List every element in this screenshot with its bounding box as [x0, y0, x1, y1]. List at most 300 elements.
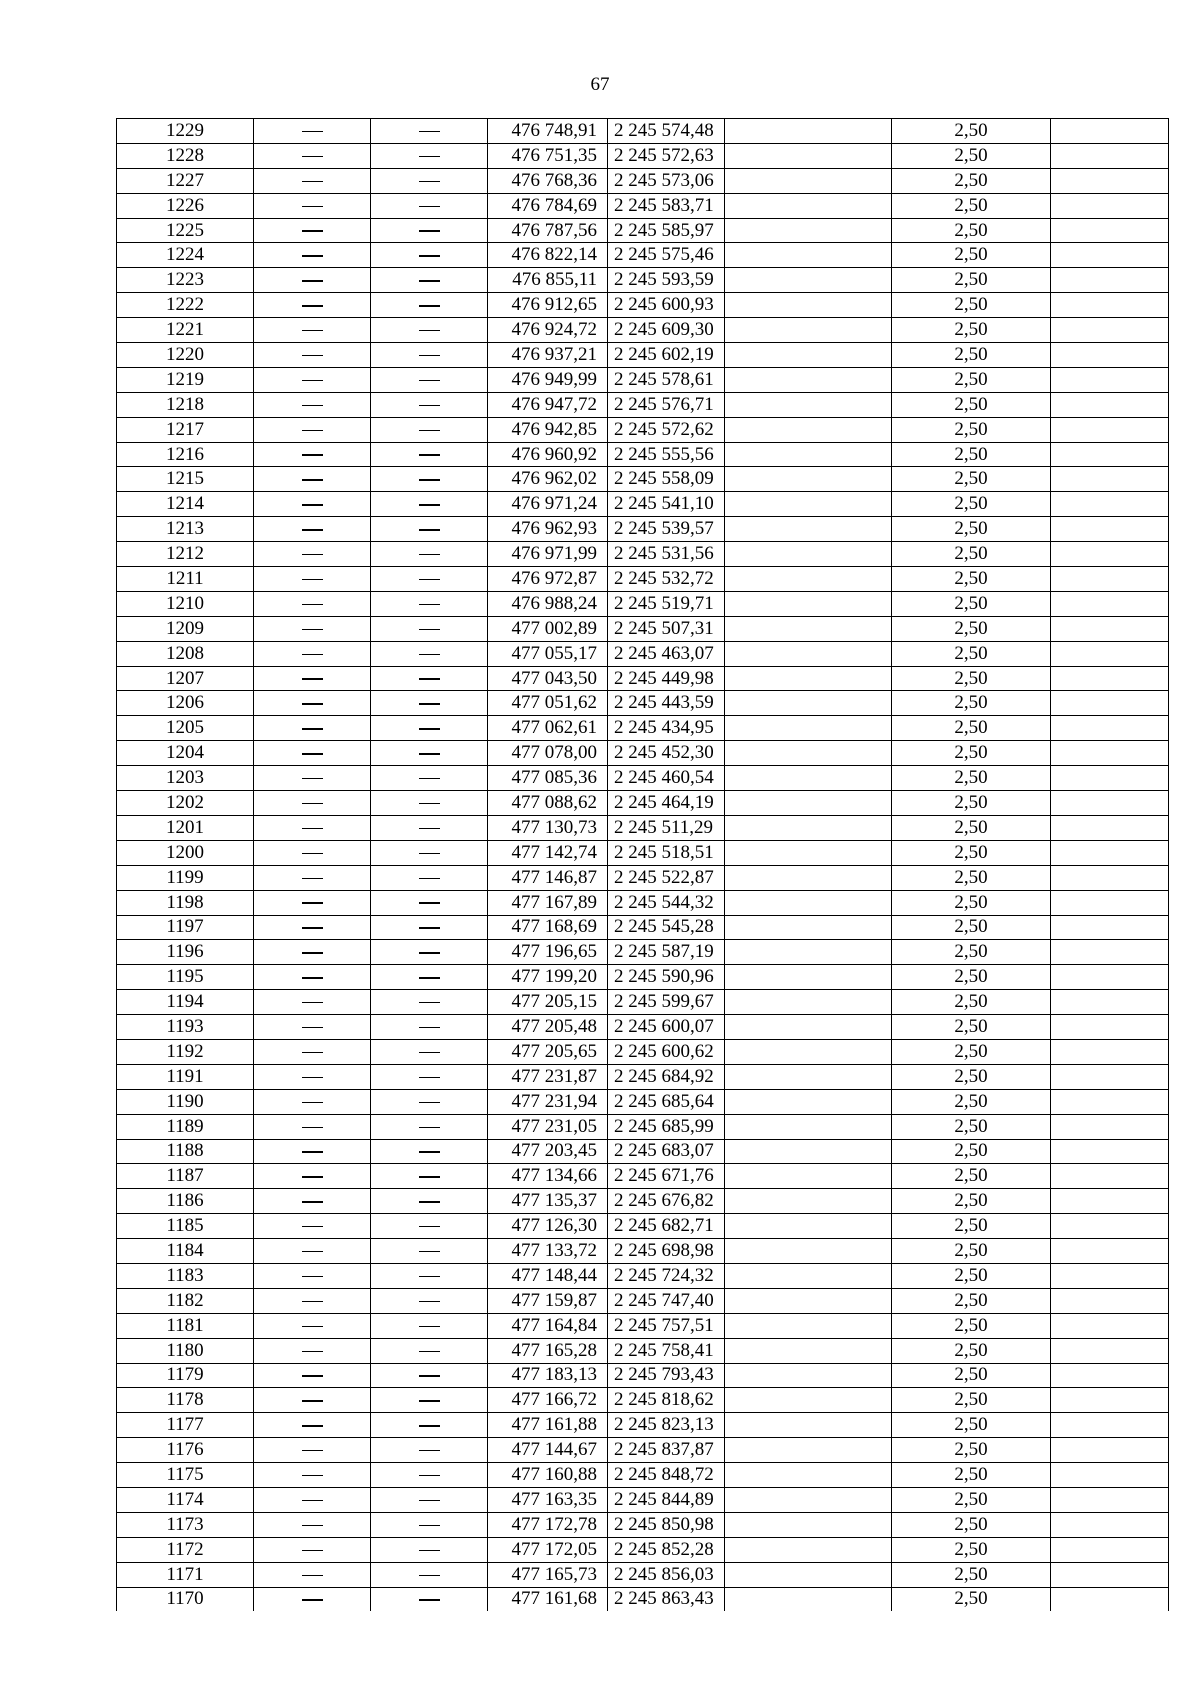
accuracy-value-cell: 2,50	[892, 1537, 1051, 1562]
point-number-cell: 1182	[117, 1288, 254, 1313]
point-number-cell: 1227	[117, 168, 254, 193]
dash-cell	[254, 1214, 371, 1239]
table-row	[117, 268, 1169, 293]
dash-mark	[419, 1002, 440, 1003]
dash-cell	[371, 442, 488, 467]
dash-mark	[302, 778, 323, 779]
dash-mark	[419, 1525, 440, 1526]
empty-cell	[725, 1388, 892, 1413]
dash-cell	[371, 791, 488, 816]
dash-cell	[254, 1239, 371, 1264]
accuracy-value-cell: 2,50	[892, 691, 1051, 716]
table-row	[117, 119, 1169, 144]
y-coordinate-cell: 2 245 531,56	[608, 542, 725, 567]
point-number-cell: 1217	[117, 417, 254, 442]
x-coordinate-cell: 477 144,67	[488, 1438, 608, 1463]
empty-cell	[1051, 1015, 1169, 1040]
dash-cell	[371, 1064, 488, 1089]
point-number-cell: 1216	[117, 442, 254, 467]
empty-cell	[725, 940, 892, 965]
dash-cell	[254, 243, 371, 268]
dash-cell	[371, 1139, 488, 1164]
y-coordinate-cell: 2 245 443,59	[608, 691, 725, 716]
dash-cell	[254, 392, 371, 417]
dash-mark	[419, 977, 440, 978]
x-coordinate-cell: 476 947,72	[488, 392, 608, 417]
table-row	[117, 791, 1169, 816]
point-number-cell: 1186	[117, 1189, 254, 1214]
table-row	[117, 1139, 1169, 1164]
dash-mark	[302, 479, 323, 480]
dash-mark	[419, 230, 440, 231]
empty-cell	[725, 119, 892, 144]
dash-mark	[419, 1326, 440, 1327]
x-coordinate-cell: 477 183,13	[488, 1363, 608, 1388]
dash-cell	[254, 143, 371, 168]
dash-cell	[254, 1288, 371, 1313]
empty-cell	[725, 1263, 892, 1288]
empty-cell	[725, 343, 892, 368]
accuracy-value-cell: 2,50	[892, 915, 1051, 940]
x-coordinate-cell: 477 205,65	[488, 1039, 608, 1064]
dash-mark	[419, 878, 440, 879]
x-coordinate-cell: 477 165,73	[488, 1562, 608, 1587]
point-number-cell: 1218	[117, 392, 254, 417]
dash-cell	[254, 865, 371, 890]
table-row	[117, 1064, 1169, 1089]
dash-cell	[371, 343, 488, 368]
table-row	[117, 990, 1169, 1015]
table-row	[117, 143, 1169, 168]
accuracy-value-cell: 2,50	[892, 143, 1051, 168]
dash-cell	[254, 840, 371, 865]
empty-cell	[1051, 641, 1169, 666]
dash-mark	[302, 1251, 323, 1252]
dash-cell	[371, 1438, 488, 1463]
accuracy-value-cell: 2,50	[892, 1463, 1051, 1488]
dash-cell	[371, 990, 488, 1015]
y-coordinate-cell: 2 245 460,54	[608, 766, 725, 791]
y-coordinate-cell: 2 245 574,48	[608, 119, 725, 144]
point-number-cell: 1191	[117, 1064, 254, 1089]
dash-mark	[419, 803, 440, 804]
point-number-cell: 1207	[117, 666, 254, 691]
empty-cell	[725, 741, 892, 766]
empty-cell	[725, 965, 892, 990]
accuracy-value-cell: 2,50	[892, 119, 1051, 144]
y-coordinate-cell: 2 245 544,32	[608, 890, 725, 915]
empty-cell	[725, 815, 892, 840]
empty-cell	[1051, 293, 1169, 318]
table-row	[117, 367, 1169, 392]
point-number-cell: 1178	[117, 1388, 254, 1413]
dash-mark	[419, 255, 440, 256]
x-coordinate-cell: 477 161,68	[488, 1587, 608, 1611]
accuracy-value-cell: 2,50	[892, 1562, 1051, 1587]
dash-mark	[302, 828, 323, 829]
dash-cell	[371, 915, 488, 940]
y-coordinate-cell: 2 245 507,31	[608, 616, 725, 641]
accuracy-value-cell: 2,50	[892, 990, 1051, 1015]
dash-cell	[371, 467, 488, 492]
dash-cell	[371, 666, 488, 691]
accuracy-value-cell: 2,50	[892, 1239, 1051, 1264]
empty-cell	[725, 766, 892, 791]
point-number-cell: 1222	[117, 293, 254, 318]
y-coordinate-cell: 2 245 683,07	[608, 1139, 725, 1164]
dash-mark	[419, 305, 440, 306]
table-row	[117, 567, 1169, 592]
x-coordinate-cell: 477 168,69	[488, 915, 608, 940]
dash-cell	[254, 1438, 371, 1463]
accuracy-value-cell: 2,50	[892, 542, 1051, 567]
dash-mark	[419, 206, 440, 207]
table-row	[117, 492, 1169, 517]
dash-cell	[254, 741, 371, 766]
table-row	[117, 1363, 1169, 1388]
empty-cell	[725, 1562, 892, 1587]
table-row	[117, 940, 1169, 965]
table-row	[117, 865, 1169, 890]
dash-mark	[302, 1425, 323, 1426]
y-coordinate-cell: 2 245 539,57	[608, 517, 725, 542]
accuracy-value-cell: 2,50	[892, 1487, 1051, 1512]
accuracy-value-cell: 2,50	[892, 218, 1051, 243]
dash-cell	[371, 1288, 488, 1313]
point-number-cell: 1172	[117, 1537, 254, 1562]
empty-cell	[1051, 442, 1169, 467]
dash-mark	[302, 1475, 323, 1476]
empty-cell	[725, 467, 892, 492]
coordinates-table	[116, 118, 1169, 1611]
empty-cell	[725, 990, 892, 1015]
x-coordinate-cell: 477 051,62	[488, 691, 608, 716]
empty-cell	[725, 392, 892, 417]
x-coordinate-cell: 477 161,88	[488, 1413, 608, 1438]
empty-cell	[1051, 343, 1169, 368]
point-number-cell: 1177	[117, 1413, 254, 1438]
accuracy-value-cell: 2,50	[892, 641, 1051, 666]
x-coordinate-cell: 477 196,65	[488, 940, 608, 965]
dash-cell	[254, 1338, 371, 1363]
table-row	[117, 915, 1169, 940]
dash-cell	[371, 1214, 488, 1239]
table-row	[117, 1313, 1169, 1338]
y-coordinate-cell: 2 245 558,09	[608, 467, 725, 492]
table-row	[117, 591, 1169, 616]
accuracy-value-cell: 2,50	[892, 243, 1051, 268]
dash-cell	[254, 641, 371, 666]
y-coordinate-cell: 2 245 600,93	[608, 293, 725, 318]
empty-cell	[725, 1239, 892, 1264]
point-number-cell: 1193	[117, 1015, 254, 1040]
dash-mark	[302, 554, 323, 555]
point-number-cell: 1195	[117, 965, 254, 990]
y-coordinate-cell: 2 245 464,19	[608, 791, 725, 816]
dash-cell	[371, 1039, 488, 1064]
point-number-cell: 1199	[117, 865, 254, 890]
dash-cell	[254, 293, 371, 318]
accuracy-value-cell: 2,50	[892, 492, 1051, 517]
empty-cell	[1051, 1487, 1169, 1512]
dash-mark	[302, 728, 323, 729]
point-number-cell: 1179	[117, 1363, 254, 1388]
point-number-cell: 1180	[117, 1338, 254, 1363]
dash-mark	[419, 330, 440, 331]
empty-cell	[1051, 1039, 1169, 1064]
dash-mark	[419, 479, 440, 480]
accuracy-value-cell: 2,50	[892, 1139, 1051, 1164]
y-coordinate-cell: 2 245 844,89	[608, 1487, 725, 1512]
empty-cell	[1051, 1363, 1169, 1388]
point-number-cell: 1221	[117, 318, 254, 343]
dash-cell	[371, 616, 488, 641]
dash-mark	[419, 902, 440, 903]
dash-mark	[302, 430, 323, 431]
x-coordinate-cell: 477 205,15	[488, 990, 608, 1015]
empty-cell	[1051, 990, 1169, 1015]
x-coordinate-cell: 477 142,74	[488, 840, 608, 865]
dash-cell	[254, 1139, 371, 1164]
dash-mark	[302, 878, 323, 879]
accuracy-value-cell: 2,50	[892, 1263, 1051, 1288]
dash-cell	[254, 1039, 371, 1064]
point-number-cell: 1190	[117, 1089, 254, 1114]
table-row	[117, 691, 1169, 716]
point-number-cell: 1198	[117, 890, 254, 915]
dash-mark	[302, 1027, 323, 1028]
point-number-cell: 1214	[117, 492, 254, 517]
table-row	[117, 218, 1169, 243]
dash-cell	[371, 1189, 488, 1214]
dash-mark	[302, 1102, 323, 1103]
empty-cell	[1051, 1438, 1169, 1463]
point-number-cell: 1185	[117, 1214, 254, 1239]
x-coordinate-cell: 477 088,62	[488, 791, 608, 816]
y-coordinate-cell: 2 245 682,71	[608, 1214, 725, 1239]
x-coordinate-cell: 477 135,37	[488, 1189, 608, 1214]
dash-cell	[254, 417, 371, 442]
dash-mark	[419, 1226, 440, 1227]
x-coordinate-cell: 476 924,72	[488, 318, 608, 343]
point-number-cell: 1213	[117, 517, 254, 542]
dash-mark	[302, 1525, 323, 1526]
dash-cell	[254, 965, 371, 990]
point-number-cell: 1206	[117, 691, 254, 716]
empty-cell	[725, 1438, 892, 1463]
dash-cell	[371, 1363, 488, 1388]
empty-cell	[725, 915, 892, 940]
y-coordinate-cell: 2 245 587,19	[608, 940, 725, 965]
empty-cell	[725, 1214, 892, 1239]
dash-cell	[371, 1562, 488, 1587]
dash-mark	[302, 1052, 323, 1053]
dash-cell	[371, 218, 488, 243]
dash-mark	[302, 454, 323, 455]
accuracy-value-cell: 2,50	[892, 815, 1051, 840]
dash-cell	[254, 193, 371, 218]
dash-cell	[371, 542, 488, 567]
accuracy-value-cell: 2,50	[892, 168, 1051, 193]
table-row	[117, 1562, 1169, 1587]
y-coordinate-cell: 2 245 747,40	[608, 1288, 725, 1313]
dash-mark	[419, 454, 440, 455]
dash-mark	[419, 1251, 440, 1252]
empty-cell	[1051, 815, 1169, 840]
y-coordinate-cell: 2 245 600,62	[608, 1039, 725, 1064]
accuracy-value-cell: 2,50	[892, 1214, 1051, 1239]
accuracy-value-cell: 2,50	[892, 318, 1051, 343]
accuracy-value-cell: 2,50	[892, 343, 1051, 368]
dash-cell	[254, 1313, 371, 1338]
x-coordinate-cell: 476 937,21	[488, 343, 608, 368]
table-row	[117, 1438, 1169, 1463]
dash-cell	[371, 243, 488, 268]
point-number-cell: 1208	[117, 641, 254, 666]
point-number-cell: 1210	[117, 591, 254, 616]
empty-cell	[725, 442, 892, 467]
empty-cell	[725, 1487, 892, 1512]
dash-mark	[302, 1450, 323, 1451]
dash-cell	[371, 1239, 488, 1264]
dash-mark	[302, 1326, 323, 1327]
dash-cell	[254, 1263, 371, 1288]
empty-cell	[725, 840, 892, 865]
y-coordinate-cell: 2 245 555,56	[608, 442, 725, 467]
dash-mark	[302, 206, 323, 207]
empty-cell	[725, 218, 892, 243]
y-coordinate-cell: 2 245 602,19	[608, 343, 725, 368]
table-row	[117, 890, 1169, 915]
x-coordinate-cell: 477 159,87	[488, 1288, 608, 1313]
dash-mark	[302, 977, 323, 978]
table-row	[117, 1089, 1169, 1114]
empty-cell	[1051, 168, 1169, 193]
table-row	[117, 1487, 1169, 1512]
empty-cell	[1051, 143, 1169, 168]
dash-cell	[254, 1413, 371, 1438]
dash-mark	[302, 380, 323, 381]
empty-cell	[725, 666, 892, 691]
empty-cell	[725, 1313, 892, 1338]
table-row	[117, 542, 1169, 567]
accuracy-value-cell: 2,50	[892, 965, 1051, 990]
accuracy-value-cell: 2,50	[892, 567, 1051, 592]
dash-cell	[371, 1164, 488, 1189]
y-coordinate-cell: 2 245 698,98	[608, 1239, 725, 1264]
accuracy-value-cell: 2,50	[892, 666, 1051, 691]
point-number-cell: 1229	[117, 119, 254, 144]
x-coordinate-cell: 476 962,93	[488, 517, 608, 542]
dash-cell	[371, 691, 488, 716]
dash-mark	[302, 1176, 323, 1177]
empty-cell	[1051, 741, 1169, 766]
table-row	[117, 243, 1169, 268]
y-coordinate-cell: 2 245 545,28	[608, 915, 725, 940]
empty-cell	[1051, 417, 1169, 442]
x-coordinate-cell: 476 960,92	[488, 442, 608, 467]
empty-cell	[1051, 1164, 1169, 1189]
empty-cell	[1051, 1313, 1169, 1338]
dash-cell	[371, 940, 488, 965]
accuracy-value-cell: 2,50	[892, 1388, 1051, 1413]
dash-cell	[371, 193, 488, 218]
dash-mark	[419, 1550, 440, 1551]
table-row	[117, 1512, 1169, 1537]
empty-cell	[725, 417, 892, 442]
dash-cell	[371, 1587, 488, 1611]
dash-cell	[254, 1587, 371, 1611]
table-row	[117, 442, 1169, 467]
x-coordinate-cell: 477 231,94	[488, 1089, 608, 1114]
table-row	[117, 1338, 1169, 1363]
accuracy-value-cell: 2,50	[892, 467, 1051, 492]
y-coordinate-cell: 2 245 585,97	[608, 218, 725, 243]
table-row	[117, 1164, 1169, 1189]
dash-mark	[419, 1500, 440, 1501]
dash-cell	[254, 1363, 371, 1388]
dash-cell	[371, 641, 488, 666]
dash-mark	[302, 1002, 323, 1003]
point-number-cell: 1174	[117, 1487, 254, 1512]
empty-cell	[1051, 1562, 1169, 1587]
accuracy-value-cell: 2,50	[892, 1313, 1051, 1338]
table-row	[117, 666, 1169, 691]
dash-cell	[254, 766, 371, 791]
dash-cell	[254, 1189, 371, 1214]
coordinates-table-body	[117, 119, 1169, 1612]
dash-mark	[419, 355, 440, 356]
empty-cell	[1051, 666, 1169, 691]
x-coordinate-cell: 476 972,87	[488, 567, 608, 592]
dash-mark	[302, 181, 323, 182]
dash-cell	[371, 741, 488, 766]
dash-cell	[371, 392, 488, 417]
y-coordinate-cell: 2 245 578,61	[608, 367, 725, 392]
x-coordinate-cell: 476 748,91	[488, 119, 608, 144]
empty-cell	[725, 193, 892, 218]
accuracy-value-cell: 2,50	[892, 293, 1051, 318]
empty-cell	[1051, 915, 1169, 940]
empty-cell	[725, 293, 892, 318]
dash-cell	[371, 517, 488, 542]
point-number-cell: 1184	[117, 1239, 254, 1264]
dash-cell	[254, 1487, 371, 1512]
dash-mark	[419, 753, 440, 754]
empty-cell	[1051, 1413, 1169, 1438]
dash-cell	[254, 1114, 371, 1139]
y-coordinate-cell: 2 245 676,82	[608, 1189, 725, 1214]
dash-cell	[371, 591, 488, 616]
empty-cell	[1051, 218, 1169, 243]
empty-cell	[1051, 1388, 1169, 1413]
table-row	[117, 1413, 1169, 1438]
empty-cell	[725, 318, 892, 343]
point-number-cell: 1225	[117, 218, 254, 243]
dash-mark	[302, 629, 323, 630]
accuracy-value-cell: 2,50	[892, 1587, 1051, 1611]
accuracy-value-cell: 2,50	[892, 741, 1051, 766]
empty-cell	[725, 1413, 892, 1438]
accuracy-value-cell: 2,50	[892, 1039, 1051, 1064]
empty-cell	[1051, 392, 1169, 417]
dash-mark	[419, 1351, 440, 1352]
dash-mark	[419, 1052, 440, 1053]
accuracy-value-cell: 2,50	[892, 193, 1051, 218]
dash-cell	[254, 1463, 371, 1488]
point-number-cell: 1201	[117, 815, 254, 840]
x-coordinate-cell: 477 078,00	[488, 741, 608, 766]
